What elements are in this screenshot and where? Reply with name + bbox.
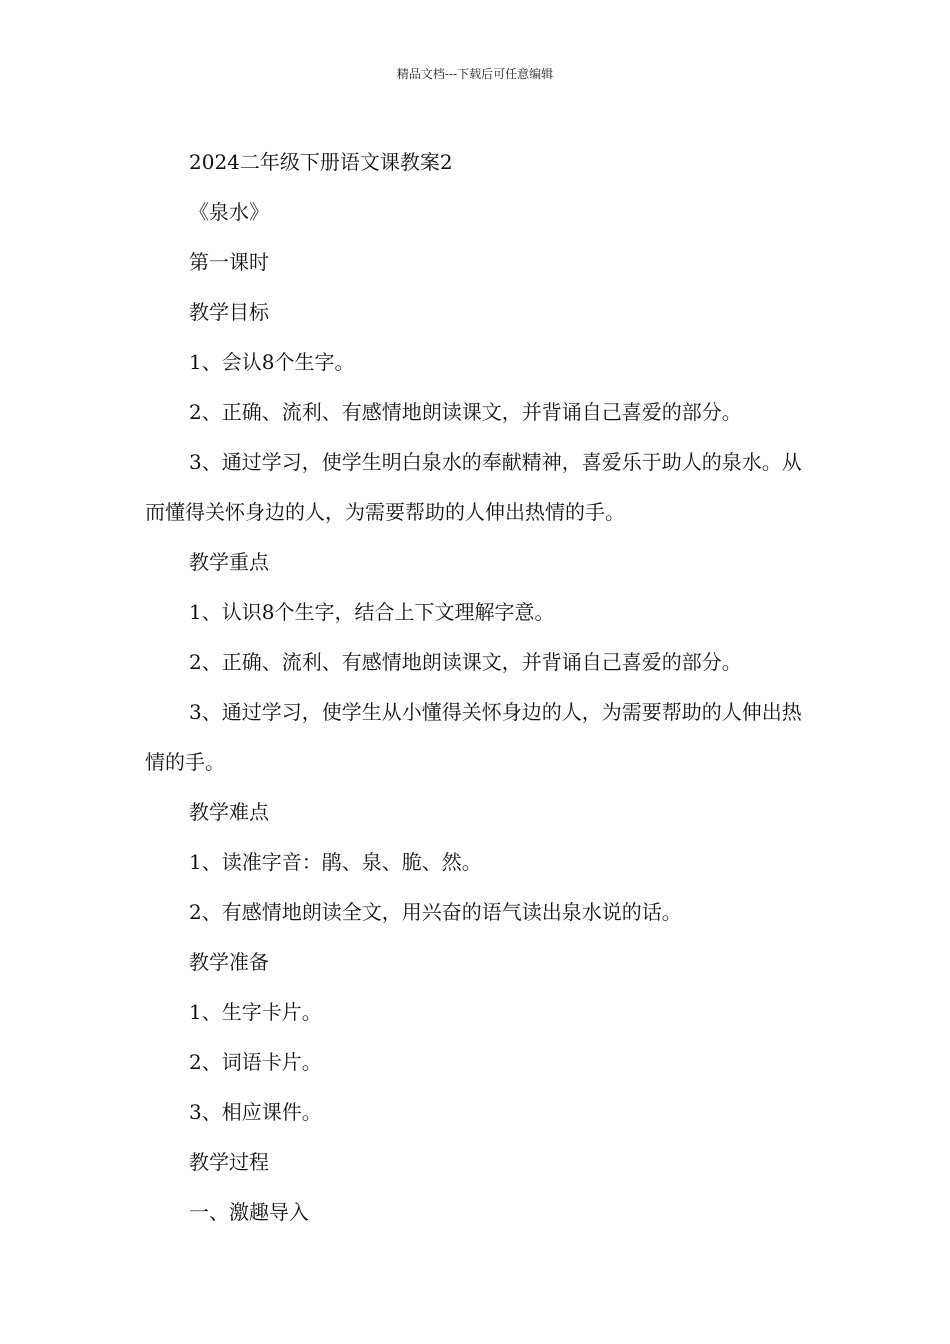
goal-item-2: 2、正确、流利、有感情地朗读课文，并背诵自己喜爱的部分。	[189, 400, 742, 424]
section-heading-goals: 教学目标	[189, 300, 269, 324]
lesson-name: 《泉水》	[189, 200, 269, 224]
preparation-item-1: 1、生字卡片。	[189, 1000, 322, 1024]
preparation-item-3: 3、相应课件。	[189, 1100, 322, 1124]
goal-item-1: 1、会认8个生字。	[189, 350, 355, 374]
document-title: 2024二年级下册语文课教案2	[189, 150, 453, 174]
section-heading-process: 教学过程	[189, 1150, 269, 1174]
page-header: 精品文档---下载后可任意编辑	[396, 67, 554, 81]
key-point-item-1: 1、认识8个生字，结合上下文理解字意。	[189, 600, 555, 624]
process-step-1: 一、激趣导入	[189, 1200, 309, 1224]
section-heading-preparation: 教学准备	[189, 950, 269, 974]
key-point-item-2: 2、正确、流利、有感情地朗读课文，并背诵自己喜爱的部分。	[189, 650, 742, 674]
lesson-period: 第一课时	[189, 250, 269, 274]
goal-item-3: 3、通过学习，使学生明白泉水的奉献精神，喜爱乐于助人的泉水。从而懂得关怀身边的人，为需要帮助的人伸出热情的手。	[145, 450, 802, 524]
difficulty-item-2: 2、有感情地朗读全文，用兴奋的语气读出泉水说的话。	[189, 900, 682, 924]
key-point-item-3: 3、通过学习，使学生从小懂得关怀身边的人，为需要帮助的人伸出热情的手。	[145, 700, 802, 774]
section-heading-difficulties: 教学难点	[189, 800, 269, 824]
document-body	[145, 137, 809, 1237]
section-heading-key-points: 教学重点	[189, 550, 269, 574]
preparation-item-2: 2、词语卡片。	[189, 1050, 322, 1074]
difficulty-item-1: 1、读准字音：鹃、泉、脆、然。	[189, 850, 482, 874]
